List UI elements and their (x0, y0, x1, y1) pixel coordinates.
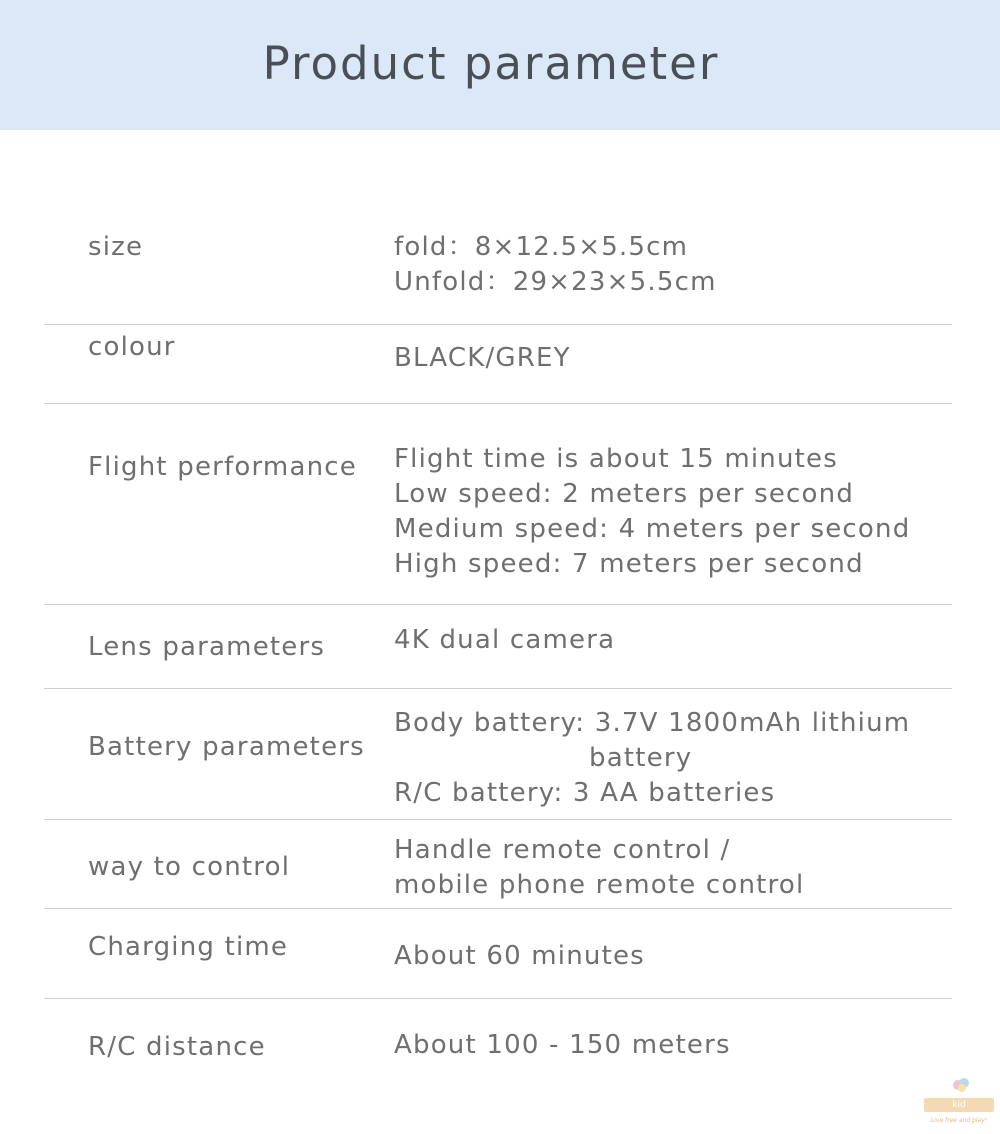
row-label-flight-performance: Flight performance (88, 452, 357, 482)
page-title: Product parameter (262, 37, 720, 90)
brand-logo (924, 1074, 994, 1130)
row-divider (44, 908, 952, 909)
row-divider (44, 324, 952, 325)
logo-tagline: Live free and play! (930, 1117, 988, 1124)
row-value-size-fold: fold：8×12.5×5.5cm (394, 232, 689, 262)
row-label-colour: colour (88, 332, 176, 362)
row-value-body-battery-continued: battery (589, 743, 693, 773)
row-value-rc-distance: About 100 - 150 meters (394, 1030, 731, 1060)
row-value-size-unfold: Unfold：29×23×5.5cm (394, 267, 717, 297)
row-value-colour: BLACK/GREY (394, 343, 571, 373)
row-label-way-to-control: way to control (88, 852, 291, 882)
row-value-body-battery: Body battery: 3.7V 1800mAh lithium (394, 708, 911, 738)
logo-mark-icon (952, 1076, 970, 1094)
row-label-size: size (88, 232, 144, 262)
row-value-medium-speed: Medium speed: 4 meters per second (394, 514, 911, 544)
header-banner (0, 0, 1000, 130)
row-divider (44, 998, 952, 999)
row-label-lens-parameters: Lens parameters (88, 632, 326, 662)
row-divider (44, 604, 952, 605)
row-divider (44, 688, 952, 689)
row-label-rc-distance: R/C distance (88, 1032, 266, 1062)
row-value-lens: 4K dual camera (394, 625, 616, 655)
row-value-rc-battery: R/C battery: 3 AA batteries (394, 778, 776, 808)
row-value-charging-time: About 60 minutes (394, 941, 645, 971)
row-value-flight-time: Flight time is about 15 minutes (394, 444, 838, 474)
row-value-control-handle: Handle remote control / (394, 835, 731, 865)
row-label-charging-time: Charging time (88, 932, 289, 962)
row-value-high-speed: High speed: 7 meters per second (394, 549, 864, 579)
row-divider (44, 819, 952, 820)
row-value-control-phone: mobile phone remote control (394, 870, 805, 900)
row-divider (44, 403, 952, 404)
row-value-low-speed: Low speed: 2 meters per second (394, 479, 855, 509)
logo-text: kid (952, 1100, 966, 1110)
row-label-battery-parameters: Battery parameters (88, 732, 365, 762)
